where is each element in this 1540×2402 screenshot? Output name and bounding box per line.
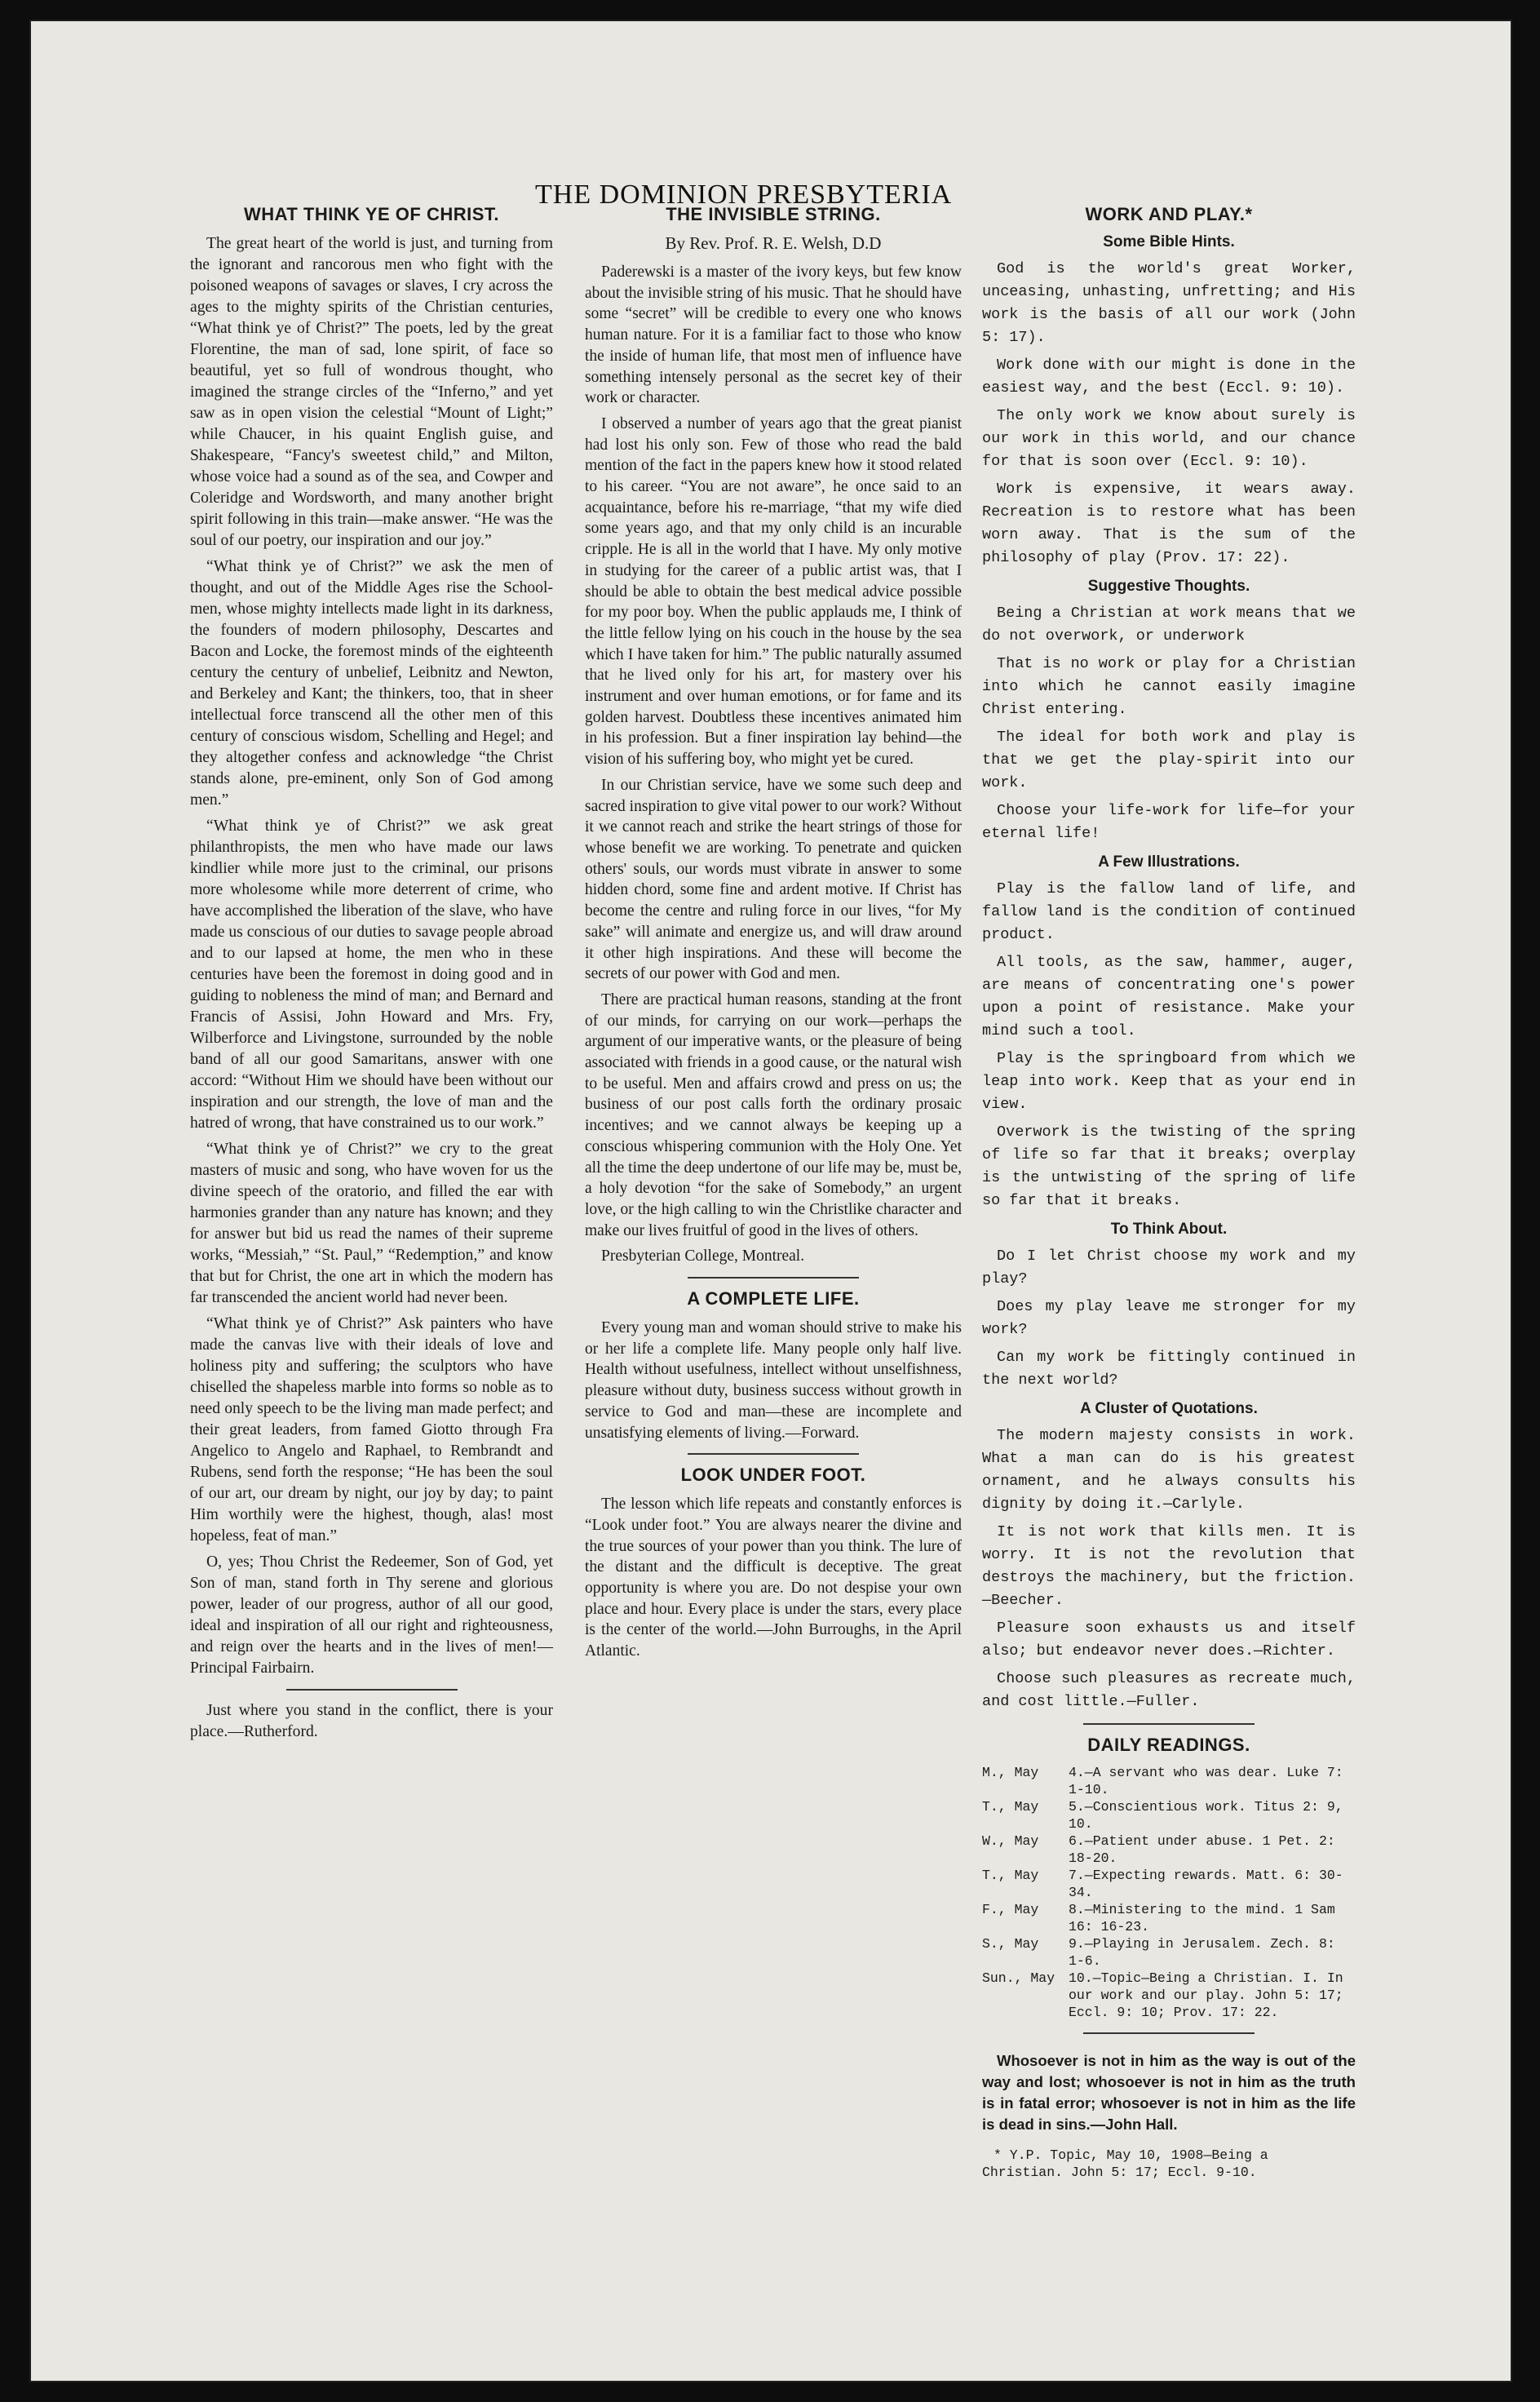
divider <box>1083 2032 1255 2034</box>
reading-text: 10.—Topic—Being a Christian. I. In our work and our play. John 5: 17; Eccl. 9: 10; Prov. 17: 22. <box>1069 1970 1343 2020</box>
section-title: Some Bible Hints. <box>1103 233 1235 250</box>
paragraph: Paderewski is a master of the ivory keys, but few know about the invisible string of his music. That he should have some “secret” will be credible to every one who knows human nature. For it is a familiar fact to those who know the inside of human life, that most men of influence have something intensely personal as the secret key of their work or character. <box>585 264 962 407</box>
reading-row <box>982 1833 1356 1867</box>
reading-day: T., May <box>982 1868 1039 1883</box>
complete-life-title: A COMPLETE LIFE. <box>687 1288 860 1310</box>
divider <box>688 1453 859 1455</box>
reading-row <box>982 1935 1356 1970</box>
article-title: THE INVISIBLE STRING. <box>666 204 881 224</box>
reading-day: S., May <box>982 1936 1039 1952</box>
reading-row <box>982 1764 1356 1798</box>
signoff: Presbyterian College, Montreal. <box>601 1248 805 1265</box>
paragraph: God is the world's great Worker, unceasing, unhasting, unfretting; and His work is the basis of all our work (John 5: 17). <box>982 260 1356 346</box>
reading-text: 9.—Playing in Jerusalem. Zech. 8: 1-6. <box>1069 1936 1335 1969</box>
paragraph: In our Christian service, have we some such deep and sacred inspiration to give vital power to our work? Without it we cannot reach and strike the heart strings of those for whose benefit we are working. To penetrate and quicken others' souls, our words must vibrate in answer to some hidden chord, some fine and ardent motive. If Christ has become the centre and ruling force in our lives, “for My sake” will animate and energize us, and will draw around it other high inspirations. And these will become the secrets of our power with God and men. <box>585 776 962 983</box>
column-work-and-play <box>982 204 1356 2181</box>
quotation: Choose such pleasures as recreate much, and cost little.—Fuller. <box>982 1670 1356 1710</box>
paragraph: All tools, as the saw, hammer, auger, are means of concentrating one's power upon a point of resistance. Make your mind such a tool. <box>982 954 1356 1039</box>
paragraph: Does my play leave me stronger for my work? <box>982 1298 1356 1338</box>
quotation: Pleasure soon exhausts us and itself also; but endeavor never does.—Richter. <box>982 1620 1356 1660</box>
article-title: WORK AND PLAY.* <box>1085 204 1253 224</box>
paragraph: “What think ye of Christ?” we cry to the great masters of music and song, who have woven for us the divine speech of the oratorio, and filled the ear with harmonies grander than any nature has known; and they for answer but bid us read the names of their supreme works, “Messiah,” “St. Paul,” “Redemption,” and know that but for Christ, the one art in which the modern has far transcended the ancient world had never been. <box>190 1141 553 1306</box>
quotation: The modern majesty consists in work. What a man can do is his greatest ornament, and he always consults his dignity by doing it.—Carlyle. <box>982 1427 1356 1513</box>
reading-text: 7.—Expecting rewards. Matt. 6: 30-34. <box>1069 1868 1343 1900</box>
paragraph: O, yes; Thou Christ the Redeemer, Son of God, yet Son of man, stand forth in Thy serene and glorious power, leader of our progress, author of all our good, ideal and inspiration of all our right and righteousness, and reign over the hearts and in the lives of men!—Principal Fairbairn. <box>190 1553 553 1677</box>
john-hall-quote: Whosoever is not in him as the way is out of the way and lost; whosoever is not in him as the truth is in fatal error; whosoever is not in him as the life is dead in sins.—John Hall. <box>982 2052 1356 2133</box>
reading-day: T., May <box>982 1799 1039 1815</box>
paragraph: Overwork is the twisting of the spring of life so far that it breaks; overplay is the untwisting of the spring of life so far that it breaks. <box>982 1123 1356 1209</box>
reading-day: M., May <box>982 1765 1039 1780</box>
paragraph: That is no work or play for a Christian into which he cannot easily imagine Christ entering. <box>982 655 1356 718</box>
divider <box>1083 1723 1255 1725</box>
reading-day: W., May <box>982 1833 1039 1849</box>
closing-quote: Just where you stand in the conflict, there is your place.—Rutherford. <box>190 1702 553 1740</box>
reading-row <box>982 1901 1356 1935</box>
reading-text: 6.—Patient under abuse. 1 Pet. 2: 18-20. <box>1069 1833 1335 1866</box>
reading-day: F., May <box>982 1902 1039 1917</box>
paragraph: “What think ye of Christ?” Ask painters who have made the canvas live with their ideals of love and holiness pity and suffering; the sculptors who have chiselled the shapeless marble into forms so noble as to need only speech to be the living man made perfect; and their great leaders, from famed Giotto through Fra Angelico to Angelo and Raphael, to Rembrandt and Rubens, send forth the response; “He has been the soul of our art, our dream by night, our joy by day; to paint Him worthily were the highest, though, alas! most hopeless, feat of man.” <box>190 1315 553 1544</box>
reading-text: 8.—Ministering to the mind. 1 Sam 16: 16-23. <box>1069 1902 1335 1934</box>
column-what-think-ye <box>190 204 553 1748</box>
paragraph: Choose your life-work for life—for your eternal life! <box>982 802 1356 842</box>
paragraph: “What think ye of Christ?” we ask the men of thought, and out of the Middle Ages rise the School-men, whose mighty intellects made light in its darkness, the founders of modern philosophy, Descartes and Bacon and Locke, the foremost minds of the eighteenth century the century of unbelief, Leibnitz and Newton, and Berkeley and Kant; the thinkers, too, that in sheer intellectual force transcend all the other men of this century of conscious wisdom, Schelling and Hegel; and they altogether confess and acknowledge “the Christ stands alone, pre-eminent, only Son of God among men.” <box>190 558 553 809</box>
paragraph: Can my work be fittingly continued in the next world? <box>982 1349 1356 1389</box>
paragraph: Play is the fallow land of life, and fallow land is the condition of continued product. <box>982 880 1356 943</box>
paragraph: Work is expensive, it wears away. Recreation is to restore what has been worn away. That is the sum of the philosophy of play (Prov. 17: 22). <box>982 481 1356 566</box>
paragraph: The great heart of the world is just, and turning from the ignorant and rancorous men who fight with the poisoned weapons of savages or slaves, I cry across the ages to the mighty spirits of the Christian centuries, “What think ye of Christ?” The poets, led by the great Florentine, the man of sad, lone spirit, of face so beautiful, yet so full of wondrous thought, who imagined the strange circles of the “Inferno,” and yet saw as in open vision the celestial “Mount of Light;” while Chaucer, in his quaint English guise, and Shakespeare, “Fancy's sweetest child,” and Milton, whose voice had a sound as of the sea, and Cowper and Coleridge and Wordsworth, and many another bright spirit following in this train—make answer. “He was the soul of our poetry, our inspiration and our joy.” <box>190 235 553 549</box>
paragraph: There are practical human reasons, standing at the front of our minds, for carrying on our work—perhaps the argument of our imperative wants, or the pleasure of being associated with friends in a good cause, or the natural wish to be useful. Men and affairs crowd and press on us; the business of our post calls forth the ordinary prosaic incentives; and we cannot always be keeping up a conscious whispering communion with the Holy One. Yet all the time the deep undertone of our life may be, must be, a holy devotion “for the sake of Somebody,” an urgent love, or the high calling to win the Christlike character and make our lives fruitful of good in the lives of others. <box>585 990 962 1239</box>
daily-readings-title: DAILY READINGS. <box>1087 1735 1250 1755</box>
byline: By Rev. Prof. R. E. Welsh, D.D <box>665 233 882 253</box>
section-title: A Cluster of Quotations. <box>1080 1400 1258 1417</box>
reading-row <box>982 1970 1356 2021</box>
complete-life-text: Every young man and woman should strive to make his or her life a complete life. Many people only half live. Health without usefulness, intellect without unselfishness, pleasure without duty, business success without growth in service to God and man—these are incomplete and unsatisfying elements of living.—Forward. <box>585 1319 962 1442</box>
paragraph: The ideal for both work and play is that we get the play-spirit into our work. <box>982 729 1356 791</box>
paragraph: Do I let Christ choose my work and my play? <box>982 1248 1356 1287</box>
quotation: It is not work that kills men. It is worry. It is not the revolution that destroys the machinery, but the friction.—Beecher. <box>982 1523 1356 1609</box>
reading-row <box>982 1798 1356 1833</box>
reading-text: 4.—A servant who was dear. Luke 7: 1-10. <box>1069 1765 1343 1797</box>
look-under-foot-text: The lesson which life repeats and constantly enforces is “Look under foot.” You are always nearer the divine and the true sources of your power than you think. The lure of the distant and the difficult is deceptive. The great opportunity is where you are. Do not despise your own place and hour. Every place is under the stars, every place is the center of the world.—John Burroughs, in the April Atlantic. <box>585 1496 962 1660</box>
section-title: To Think About. <box>1110 1221 1228 1238</box>
paragraph: Work done with our might is done in the easiest way, and the best (Eccl. 9: 10). <box>982 357 1356 397</box>
reading-text: 5.—Conscientious work. Titus 2: 9, 10. <box>1069 1799 1343 1832</box>
column-invisible-string <box>585 204 962 1667</box>
paragraph: “What think ye of Christ?” we ask great philanthropists, the men who have made our laws kindlier while more just to the criminal, our prisons more wholesome while more deterrent of crime, who have accomplished the liberation of the slave, who have made us conscious of our duties to savage people abroad and to our lapsed at home, the men who in these centuries have been the foremost in doing good and in guiding to nobleness the mind of man; and Bernard and Francis of Assisi, John Howard and Mrs. Fry, Wilberforce and Livingstone, surrounded by the noble band of all our good Samaritans, answer with one accord: “Without Him we should have been without our inspiration and our strength, the love of man and the hatred of wrong, that have constrained us to our work.” <box>190 818 553 1132</box>
look-under-foot-title: LOOK UNDER FOOT. <box>680 1465 866 1486</box>
reading-day: Sun., May <box>982 1970 1055 1986</box>
paragraph: Play is the springboard from which we leap into work. Keep that as your end in view. <box>982 1050 1356 1113</box>
paragraph: The only work we know about surely is our work in this world, and our chance for that is soon over (Eccl. 9: 10). <box>982 407 1356 470</box>
section-title: A Few Illustrations. <box>1098 853 1240 871</box>
article-title: WHAT THINK YE OF CHRIST. <box>243 204 500 224</box>
daily-readings-list <box>982 1764 1356 2021</box>
divider <box>286 1689 458 1691</box>
divider <box>688 1277 859 1279</box>
reading-row <box>982 1867 1356 1901</box>
paragraph: Being a Christian at work means that we do not overwork, or underwork <box>982 605 1356 645</box>
footnote: * Y.P. Topic, May 10, 1908—Being a Christian. John 5: 17; Eccl. 9-10. <box>982 2147 1268 2180</box>
paragraph: I observed a number of years ago that the great pianist had lost his only son. Few of those who read the bald mention of the fact in the papers knew how it stood related to his career. “You are not aware”, he once said to an acquaintance, before his re-marriage, “that my wife died some years ago, and that my only child is an incurable cripple. He is all in the world that I have. My only motive in studying for the career of a public artist was, that I should be able to obtain the best medical advice possible for my poor boy. When the public applauds me, I think of the little fellow lying on his couch in the house by the sea which I have taken for him.” The public naturally assumed that he lived only for his art, for mastery over his instrument and over human emotions, or for fame and its golden harvest. Doubtless these incentives animated him in his profession. But a finer inspiration lay behind—the vision of his suffering boy, who might yet be cured. <box>585 414 962 769</box>
masthead: THE DOMINION PRESBYTERIA <box>535 179 953 210</box>
section-title: Suggestive Thoughts. <box>1087 578 1250 595</box>
